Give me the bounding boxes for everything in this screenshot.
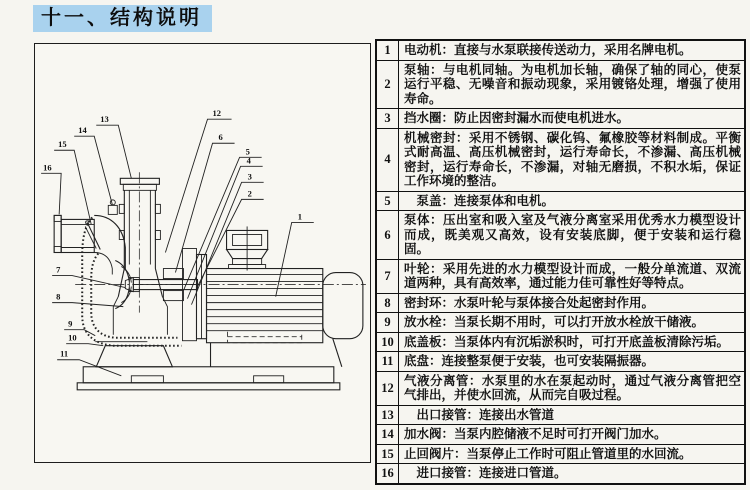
table-row	[376, 293, 745, 313]
table-row	[376, 405, 745, 425]
part-description: 底盖板：当泵体内有沉垢淤积时，可打开底盖板清除污垢。	[399, 332, 746, 352]
table-row	[376, 40, 745, 60]
callout-11: 11	[60, 348, 69, 359]
pump-structure-diagram	[34, 43, 371, 463]
table-row	[376, 332, 745, 352]
part-number: 1	[376, 40, 399, 60]
part-description: 泵盖：连接泵体和电机。	[399, 191, 746, 211]
part-description: 气液分离管：水泵里的水在泵起动时，通过气液分离管把空气排出，并使水回流，从而完自吸过程。	[399, 371, 746, 405]
part-number: 11	[376, 352, 399, 372]
baseplate	[77, 339, 342, 390]
part-number: 3	[376, 109, 399, 129]
part-number: 8	[376, 293, 399, 313]
part-number: 4	[376, 128, 399, 191]
part-number: 2	[376, 60, 399, 109]
part-number: 13	[376, 405, 399, 425]
motor	[207, 269, 363, 343]
part-description: 电动机：直接与水泵联接传送动力，采用名牌电机。	[399, 40, 746, 60]
part-number: 10	[376, 332, 399, 352]
callout-10: 10	[68, 332, 77, 343]
part-description: 止回阀片：当泵停止工作时可阻止管道里的水回流。	[399, 444, 746, 464]
callout-6: 6	[218, 132, 223, 143]
table-row	[376, 444, 745, 464]
pump-cross-section-drawing	[35, 44, 370, 462]
table-row	[376, 425, 745, 445]
part-description: 挡水圈：防止因密封漏水而使电机进水。	[399, 109, 746, 129]
part-number: 7	[376, 259, 399, 293]
page-title: 十一、结构说明	[33, 5, 212, 32]
filling-valve	[108, 200, 117, 215]
callout-5: 5	[245, 146, 250, 157]
callout-3: 3	[247, 171, 252, 182]
part-description: 密封环：水泵叶轮与泵体接合处起密封作用。	[399, 293, 746, 313]
part-description: 叶轮：采用先进的水力模型设计而成，一般分单流道、双流道两种，具有高效率，通过能力佳可靠性好等特点。	[399, 259, 746, 293]
part-description: 泵轴：与电机同轴。为电机加长轴，确保了轴的同心，使泵运行平稳、无噪音和振动现象，采用镀铬处理，增强了使用寿命。	[399, 60, 746, 109]
table-row	[376, 109, 745, 129]
callout-7: 7	[56, 264, 61, 275]
table-row	[376, 191, 745, 211]
callout-12: 12	[212, 108, 222, 119]
part-number: 12	[376, 371, 399, 405]
outlet-pipe	[118, 178, 162, 296]
part-description: 出口接管：连接出水管道	[399, 405, 746, 425]
motor-end-cap	[323, 273, 363, 339]
part-number: 14	[376, 425, 399, 445]
callout-15: 15	[58, 139, 67, 150]
part-number: 15	[376, 444, 399, 464]
callout-1: 1	[297, 211, 302, 222]
part-number: 5	[376, 191, 399, 211]
part-description: 泵体：压出室和吸入室及气液分离室采用优秀水力模型设计而成，既美观又高效，设有安装底脚，便于安装和运行稳固。	[399, 211, 746, 260]
callout-2: 2	[247, 188, 252, 199]
table-row	[376, 259, 745, 293]
callout-9: 9	[68, 318, 73, 329]
motor-hidden-detail	[228, 332, 302, 343]
motor-terminal-box	[227, 226, 268, 270]
part-number: 9	[376, 313, 399, 333]
table-row	[376, 60, 745, 109]
part-number: 16	[376, 464, 399, 484]
part-description: 加水阀：当泵内腔储液不足时可打开阀门加水。	[399, 425, 746, 445]
callout-14: 14	[78, 125, 87, 136]
callout-13: 13	[100, 114, 109, 125]
table-row	[376, 313, 745, 333]
table-row	[376, 371, 745, 405]
table-row	[376, 211, 745, 260]
pump-bracket	[182, 248, 206, 340]
callout-8: 8	[56, 291, 61, 302]
part-description: 进口接管：连接进口管道。	[399, 464, 746, 484]
callout-4: 4	[246, 155, 251, 166]
part-description: 底盘：连接整泵便于安装，也可安装隔振器。	[399, 352, 746, 372]
elbow	[94, 215, 125, 274]
part-description: 机械密封：采用不锈钢、碳化钨、氟橡胶等材料制成。平衡式耐高温、高压机械密封，运行寿命长，不渗漏、高压机械密封，运行寿命长，不渗漏，对轴无磨损，不积水垢，保证工作环境的整洁。	[399, 128, 746, 191]
table-row	[376, 352, 745, 372]
part-number: 6	[376, 211, 399, 260]
parts-description-table	[375, 39, 746, 485]
callout-16: 16	[43, 162, 52, 173]
pump-shaft	[125, 278, 197, 292]
part-description: 放水栓：当泵长期不用时，可以打开放水栓放干储液。	[399, 313, 746, 333]
table-row	[376, 464, 745, 484]
table-row	[376, 128, 745, 191]
